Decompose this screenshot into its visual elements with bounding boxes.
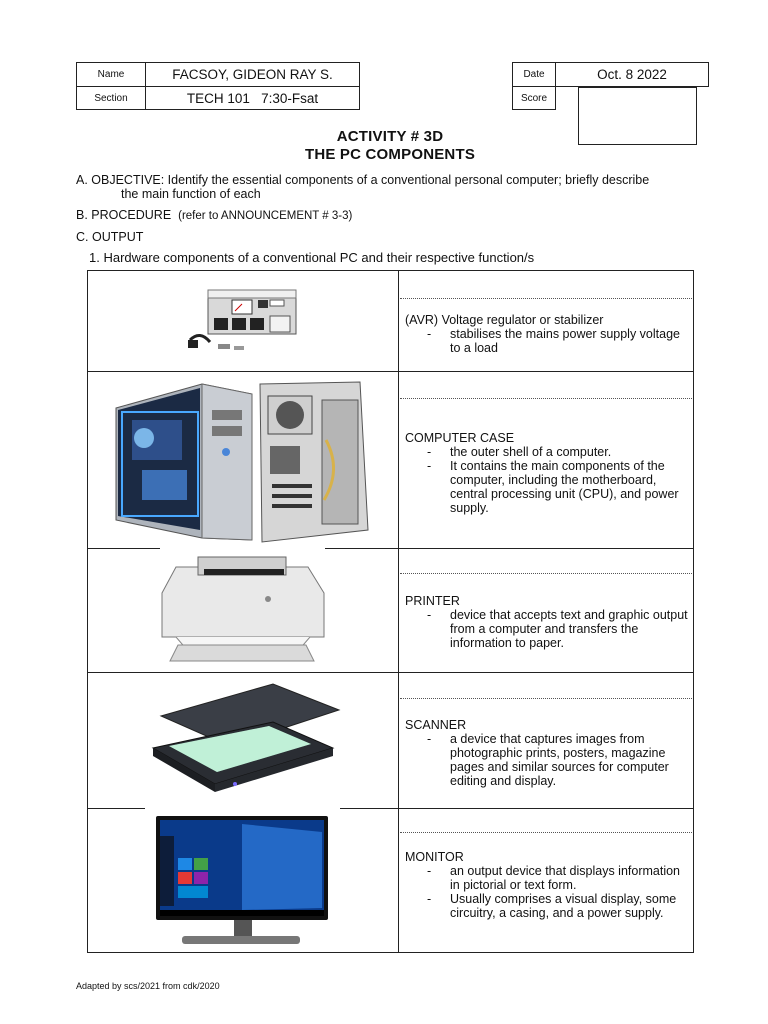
row-divider bbox=[325, 548, 694, 549]
component-heading: PRINTER bbox=[405, 594, 460, 608]
procedure-line bbox=[76, 208, 352, 222]
component-heading: COMPUTER CASE bbox=[405, 431, 515, 445]
section-value-cell bbox=[145, 86, 360, 110]
procedure-heading: B. PROCEDURE bbox=[76, 208, 172, 222]
output-item: 1. Hardware components of a conventional PC and their respective function/s bbox=[89, 250, 535, 265]
name-value-cell bbox=[145, 62, 360, 87]
monitor-icon bbox=[152, 812, 332, 950]
row-divider bbox=[87, 371, 694, 372]
date-label-cell bbox=[512, 62, 556, 87]
bullet-text: It contains the main components of the computer, including the motherboard, central processing unit (CPU), and power supply. bbox=[450, 459, 679, 515]
dotted-line bbox=[400, 398, 692, 399]
date-label: Date bbox=[523, 69, 545, 80]
activity-title: ACTIVITY # 3D bbox=[336, 128, 444, 145]
section-value: TECH 101 7:30-Fsat bbox=[186, 90, 319, 106]
bullet-item: - Usually comprises a visual display, some circuitry, a casing, and a power supply. bbox=[405, 892, 690, 920]
table-top-border bbox=[87, 270, 694, 271]
name-value: FACSOY, GIDEON RAY S. bbox=[172, 67, 333, 82]
bullet-item: - the outer shell of a computer. bbox=[405, 445, 690, 459]
scanner-icon bbox=[143, 680, 343, 800]
procedure-reference: (refer to ANNOUNCEMENT # 3-3) bbox=[178, 210, 353, 222]
dotted-line bbox=[400, 832, 692, 833]
component-printer bbox=[405, 594, 690, 650]
bullet-text: Usually comprises a visual display, some circuitry, a casing, and a power supply. bbox=[450, 892, 677, 920]
component-heading: (AVR) Voltage regulator or stabilizer bbox=[405, 313, 604, 327]
bullet-text: device that accepts text and graphic output from a computer and transfers the information to paper. bbox=[450, 608, 688, 650]
component-scanner bbox=[405, 718, 690, 788]
dotted-line bbox=[400, 573, 692, 574]
component-monitor bbox=[405, 850, 690, 920]
bullet-text: a device that captures images from photographic prints, posters, magazine pages and similar sources for computer editing and display. bbox=[450, 732, 669, 788]
bullet-text: an output device that displays information in pictorial or text form. bbox=[450, 864, 680, 892]
dotted-line bbox=[400, 698, 692, 699]
score-label: Score bbox=[520, 92, 548, 104]
component-avr bbox=[405, 313, 690, 355]
component-heading: SCANNER bbox=[405, 718, 467, 732]
output-heading: C. OUTPUT bbox=[76, 230, 144, 244]
component-computer-case bbox=[405, 431, 690, 515]
footer-credit: Adapted by scs/2021 from cdk/2020 bbox=[76, 981, 220, 991]
bullet-item: - device that accepts text and graphic output from a computer and transfers the information to paper. bbox=[405, 608, 690, 650]
bullet-item: - It contains the main components of the computer, including the motherboard, central processing unit (CPU), and power supply. bbox=[405, 459, 690, 515]
table-left-border bbox=[87, 270, 88, 953]
bullet-text: stabilises the mains power supply voltage to a load bbox=[450, 327, 680, 355]
score-label-cell bbox=[512, 86, 556, 110]
bullet-item: - a device that captures images from photographic prints, posters, magazine pages and similar sources for computer editing and display. bbox=[405, 732, 690, 788]
dotted-line bbox=[400, 298, 692, 299]
row-divider bbox=[87, 548, 160, 549]
bullet-item: - an output device that displays information in pictorial or text form. bbox=[405, 864, 690, 892]
bullet-item: - stabilises the mains power supply voltage to a load bbox=[405, 327, 690, 355]
objective-line-1: A. OBJECTIVE: Identify the essential components of a conventional personal computer; briefly describe bbox=[76, 173, 650, 187]
table-bottom-border bbox=[87, 952, 694, 953]
date-value: Oct. 8 2022 bbox=[597, 67, 667, 82]
computer-case-icon bbox=[112, 380, 374, 546]
section-label: Section bbox=[94, 92, 128, 104]
bullet-text: the outer shell of a computer. bbox=[450, 445, 612, 459]
row-divider bbox=[340, 808, 694, 809]
table-right-border bbox=[693, 270, 694, 953]
row-divider bbox=[87, 672, 694, 673]
name-label: Name bbox=[97, 69, 125, 80]
objective-line-2: the main function of each bbox=[121, 187, 261, 201]
section-label-cell bbox=[76, 86, 146, 110]
row-divider bbox=[87, 808, 145, 809]
component-heading: MONITOR bbox=[405, 850, 464, 864]
date-value-cell bbox=[555, 62, 709, 87]
name-label-cell bbox=[76, 62, 146, 87]
activity-subtitle: THE PC COMPONENTS bbox=[304, 146, 476, 163]
table-middle-border bbox=[398, 270, 399, 953]
printer-icon bbox=[158, 553, 328, 669]
avr-icon bbox=[180, 280, 320, 360]
